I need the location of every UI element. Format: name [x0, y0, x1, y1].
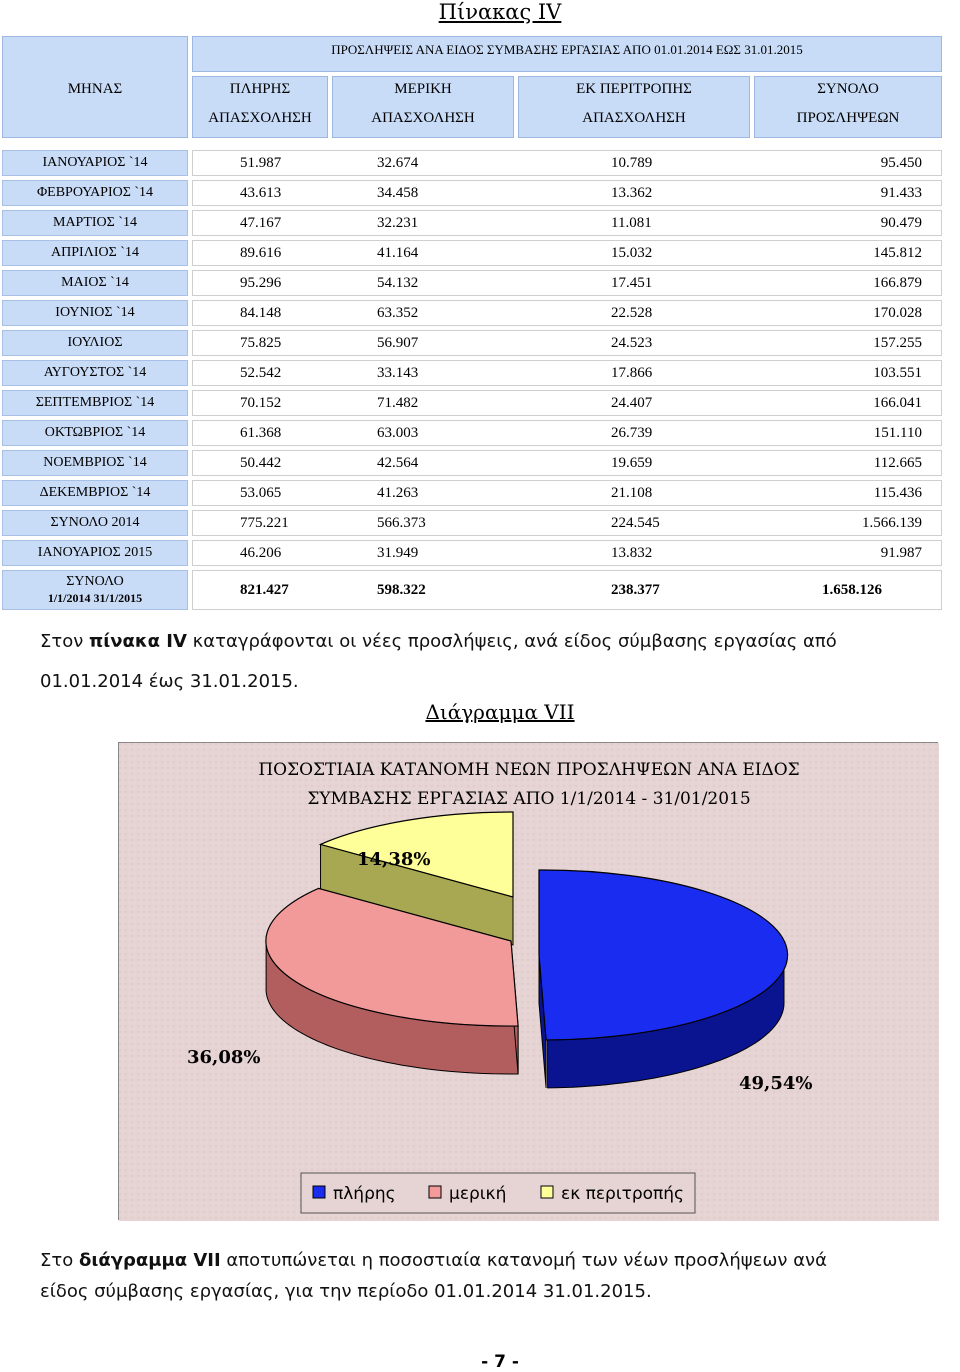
table-row	[2, 510, 942, 536]
month-cell: ΙΟΥΛΙΟΣ	[2, 330, 188, 356]
page-number: - 7 -	[481, 1352, 519, 1372]
total-value: 91.433	[880, 185, 922, 201]
rotation-value: 24.407	[611, 395, 653, 411]
pie-chart	[119, 743, 939, 1221]
legend-swatch-μερική	[429, 1186, 441, 1198]
total-value: 112.665	[873, 455, 922, 471]
para1-pre: Στον	[40, 631, 89, 652]
rotation-value: 17.451	[611, 275, 653, 291]
total-value: 115.436	[873, 485, 922, 501]
table-row	[2, 300, 942, 326]
header-main: ΠΡΟΣΛΗΨΕΙΣ ΑΝΑ ΕΙΔΟΣ ΣΥΜΒΑΣΗΣ ΕΡΓΑΣΙΑΣ ΑΠΟ 01.01.2014 ΕΩΣ 31.01.2015	[331, 42, 803, 57]
part-value: 33.143	[377, 365, 419, 381]
total-part: 598.322	[377, 582, 426, 598]
total-month-line2: 1/1/2014 31/1/2015	[47, 591, 143, 605]
full-value: 52.542	[240, 365, 282, 381]
header-part	[332, 76, 514, 138]
para2-post: αποτυπώνεται η ποσοστιαία κατανομή των νέων προσλήψεων ανά	[220, 1250, 827, 1271]
header-full-line1: ΠΛΗΡΗΣ	[229, 81, 291, 97]
part-value: 32.674	[377, 155, 419, 171]
legend-label-πλήρης: πλήρης	[333, 1184, 396, 1204]
month-cell: ΣΕΠΤΕΜΒΡΙΟΣ `14	[2, 390, 188, 416]
table-row	[2, 270, 942, 296]
part-value: 566.373	[377, 515, 426, 531]
table-row	[2, 360, 942, 386]
part-value: 63.003	[377, 425, 419, 441]
para1-line2: 01.01.2014 έως 31.01.2015.	[40, 671, 299, 692]
month-cell: ΣΥΝΟΛΟ 2014	[2, 510, 188, 536]
total-value: 151.110	[873, 425, 922, 441]
header-rotation	[518, 76, 750, 138]
month-cell: ΙΟΥΝΙΟΣ `14	[2, 300, 188, 326]
table-row	[2, 480, 942, 506]
total-value: 90.479	[880, 215, 922, 231]
pie-label-εκ-περιτροπής: 14,38%	[357, 849, 431, 870]
para2-bold: διάγραμμα VII	[78, 1250, 221, 1271]
diagram-title: Διάγραμμα VII	[425, 700, 575, 724]
total-value: 145.812	[873, 245, 922, 261]
full-value: 95.296	[240, 275, 282, 291]
full-value: 61.368	[240, 425, 282, 441]
header-total-line2: ΠΡΟΣΛΗΨΕΩΝ	[796, 110, 900, 126]
paragraph-diagram-description	[40, 1245, 960, 1307]
rotation-value: 24.523	[611, 335, 653, 351]
legend-swatch-πλήρης	[313, 1186, 325, 1198]
rotation-value: 224.545	[611, 515, 660, 531]
month-cell: ΟΚΤΩΒΡΙΟΣ `14	[2, 420, 188, 446]
part-value: 34.458	[377, 185, 419, 201]
full-value: 70.152	[240, 395, 282, 411]
paragraph-table-description	[40, 622, 960, 702]
pie-chart-box	[118, 742, 938, 1220]
table-row	[2, 180, 942, 206]
month-cell: ΑΥΓΟΥΣΤΟΣ `14	[2, 360, 188, 386]
header-rotation-line1: ΕΚ ΠΕΡΙΤΡΟΠΗΣ	[576, 81, 692, 97]
total-value: 157.255	[873, 335, 922, 351]
total-full: 821.427	[240, 582, 289, 598]
chart-title-line1: ΠΟΣΟΣΤΙΑΙΑ ΚΑΤΑΝΟΜΗ ΝΕΩΝ ΠΡΟΣΛΗΨΕΩΝ ΑΝΑ ΕΙΔΟΣ	[258, 760, 800, 780]
page-title: Πίνακας IV	[438, 0, 562, 24]
table-row	[2, 540, 942, 566]
rotation-value: 22.528	[611, 305, 653, 321]
month-cell: ΑΠΡΙΛΙΟΣ `14	[2, 240, 188, 266]
table-row	[2, 390, 942, 416]
header-total-line1: ΣΥΝΟΛΟ	[817, 81, 879, 97]
para1-post: καταγράφονται οι νέες προσλήψεις, ανά είδος σύμβασης εργασίας από	[186, 631, 837, 652]
para2-pre: Στο	[40, 1250, 79, 1271]
rotation-value: 11.081	[611, 215, 652, 231]
legend-label-εκ-περιτροπής: εκ περιτροπής	[561, 1184, 684, 1204]
para1-bold: πίνακα IV	[89, 631, 187, 652]
full-value: 46.206	[240, 545, 282, 561]
header-month-cell	[2, 36, 188, 138]
rotation-value: 26.739	[611, 425, 653, 441]
full-value: 43.613	[240, 185, 282, 201]
chart-background	[119, 743, 939, 1221]
part-value: 56.907	[377, 335, 419, 351]
table-row	[2, 330, 942, 356]
header-total	[754, 76, 942, 138]
rotation-value: 21.108	[611, 485, 653, 501]
month-cell: ΦΕΒΡΟΥΑΡΙΟΣ `14	[2, 180, 188, 206]
full-value: 89.616	[240, 245, 282, 261]
header-part-line1: ΜΕΡΙΚΗ	[394, 81, 452, 97]
table-row	[2, 210, 942, 236]
total-value: 95.450	[880, 155, 922, 171]
full-value: 53.065	[240, 485, 282, 501]
chart-title-line2: ΣΥΜΒΑΣΗΣ ΕΡΓΑΣΙΑΣ ΑΠΟ 1/1/2014 - 31/01/2015	[307, 789, 751, 809]
month-cell: ΙΑΝΟΥΑΡΙΟΣ `14	[2, 150, 188, 176]
part-value: 71.482	[377, 395, 419, 411]
total-rotation: 238.377	[611, 582, 660, 598]
full-value: 84.148	[240, 305, 282, 321]
pie-label-μερική: 36,08%	[187, 1047, 261, 1068]
pie-label-πλήρης: 49,54%	[739, 1073, 813, 1094]
total-value: 170.028	[873, 305, 922, 321]
full-value: 75.825	[240, 335, 282, 351]
header-full	[192, 76, 328, 138]
rotation-value: 19.659	[611, 455, 653, 471]
header-month: ΜΗΝΑΣ	[67, 81, 123, 97]
total-value: 91.987	[880, 545, 922, 561]
header-full-line2: ΑΠΑΣΧΟΛΗΣΗ	[208, 110, 312, 126]
total-value: 103.551	[873, 365, 922, 381]
total-value: 166.879	[873, 275, 922, 291]
month-cell: ΜΑΡΤΙΟΣ `14	[2, 210, 188, 236]
total-month-line1: ΣΥΝΟΛΟ	[66, 574, 124, 589]
full-value: 51.987	[240, 155, 282, 171]
part-value: 42.564	[377, 455, 419, 471]
month-cell: ΔΕΚΕΜΒΡΙΟΣ `14	[2, 480, 188, 506]
part-value: 31.949	[377, 545, 419, 561]
month-cell: ΜΑΙΟΣ `14	[2, 270, 188, 296]
header-main-cell	[192, 36, 942, 72]
part-value: 41.263	[377, 485, 419, 501]
table-row	[2, 150, 942, 176]
table-row	[2, 450, 942, 476]
full-value: 50.442	[240, 455, 282, 471]
header-rotation-line2: ΑΠΑΣΧΟΛΗΣΗ	[582, 110, 686, 126]
part-value: 32.231	[377, 215, 419, 231]
part-value: 54.132	[377, 275, 419, 291]
total-month-cell	[2, 570, 188, 610]
rotation-value: 17.866	[611, 365, 653, 381]
table-total-row	[2, 570, 942, 610]
legend-label-μερική: μερική	[449, 1184, 507, 1204]
total-total: 1.658.126	[822, 582, 882, 598]
full-value: 775.221	[240, 515, 289, 531]
rotation-value: 13.832	[611, 545, 653, 561]
total-value: 1.566.139	[862, 515, 922, 531]
rotation-value: 15.032	[611, 245, 653, 261]
para2-line2: είδος σύμβασης εργασίας, για την περίοδο 01.01.2014 31.01.2015.	[40, 1281, 652, 1302]
month-cell: ΝΟΕΜΒΡΙΟΣ `14	[2, 450, 188, 476]
month-cell: ΙΑΝΟΥΑΡΙΟΣ 2015	[2, 540, 188, 566]
full-value: 47.167	[240, 215, 282, 231]
rotation-value: 10.789	[611, 155, 653, 171]
part-value: 41.164	[377, 245, 419, 261]
part-value: 63.352	[377, 305, 419, 321]
header-part-line2: ΑΠΑΣΧΟΛΗΣΗ	[371, 110, 475, 126]
table-row	[2, 240, 942, 266]
legend-swatch-εκ-περιτροπής	[541, 1186, 553, 1198]
table-row	[2, 420, 942, 446]
total-value: 166.041	[873, 395, 922, 411]
rotation-value: 13.362	[611, 185, 653, 201]
